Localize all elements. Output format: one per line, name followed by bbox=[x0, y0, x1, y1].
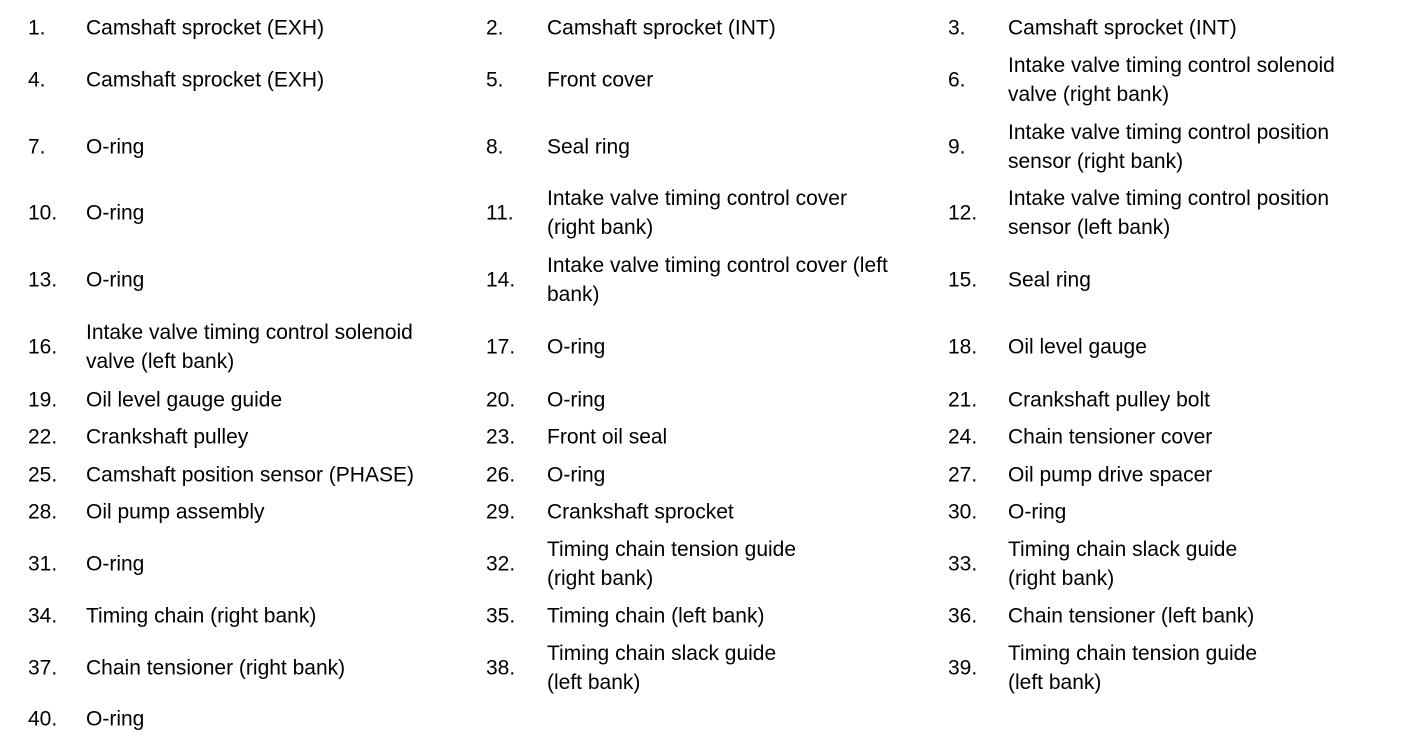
legend-item bbox=[28, 246, 478, 313]
legend-item bbox=[948, 493, 1404, 531]
legend-item bbox=[28, 531, 478, 597]
legend-item-number: 37. bbox=[28, 656, 58, 680]
legend-item-label: Timing chain (right bank) bbox=[86, 604, 317, 628]
legend-item-label: Chain tensioner (right bank) bbox=[86, 656, 346, 680]
legend-item-number: 36. bbox=[948, 604, 978, 628]
legend-row bbox=[0, 597, 1408, 635]
legend-item bbox=[486, 635, 940, 701]
legend-item-number: 2. bbox=[486, 16, 504, 40]
legend-row bbox=[0, 531, 1408, 597]
legend-item-label: O-ring bbox=[86, 268, 145, 291]
legend-item bbox=[28, 456, 478, 493]
legend-item-number: 7. bbox=[28, 135, 46, 159]
legend-item-label: Intake valve timing control solenoid valve (right bank) bbox=[1008, 54, 1335, 106]
legend-item-label: O-ring bbox=[86, 707, 145, 731]
legend-item bbox=[486, 531, 940, 597]
legend-item-number: 3. bbox=[948, 16, 966, 40]
legend-item-number: 28. bbox=[28, 500, 58, 524]
legend-item-label: Oil pump drive spacer bbox=[1008, 463, 1213, 486]
legend-item-label: Oil pump assembly bbox=[86, 500, 265, 524]
legend-item-number: 39. bbox=[948, 656, 978, 680]
legend-item bbox=[28, 493, 478, 531]
legend-item-label: O-ring bbox=[86, 552, 145, 576]
legend-item-number: 21. bbox=[948, 388, 978, 411]
legend-item bbox=[948, 180, 1404, 246]
legend-item-label: Front oil seal bbox=[547, 425, 668, 449]
legend-item bbox=[28, 114, 478, 180]
legend-item-number: 32. bbox=[486, 552, 516, 576]
legend-item-label: O-ring bbox=[547, 463, 606, 486]
legend-item-label: Timing chain tension guide (left bank) bbox=[1008, 642, 1258, 694]
legend-item-number: 6. bbox=[948, 68, 966, 92]
legend-item bbox=[486, 180, 940, 246]
legend-item bbox=[948, 635, 1404, 701]
legend-item-label: Camshaft sprocket (EXH) bbox=[86, 68, 325, 92]
legend-item-number: 30. bbox=[948, 500, 978, 524]
legend-item-number: 15. bbox=[948, 268, 978, 291]
legend-item-label: O-ring bbox=[86, 201, 145, 225]
legend-row bbox=[0, 10, 1408, 46]
legend-item-label: Crankshaft sprocket bbox=[547, 500, 734, 524]
legend-item-number: 23. bbox=[486, 425, 516, 449]
legend-item bbox=[486, 493, 940, 531]
legend-item-number: 40. bbox=[28, 707, 58, 731]
legend-item bbox=[28, 10, 478, 46]
legend-item-label: Front cover bbox=[547, 68, 654, 92]
legend-row bbox=[0, 46, 1408, 114]
legend-item bbox=[486, 246, 940, 313]
legend-item-label: O-ring bbox=[547, 335, 606, 359]
legend-item-number: 29. bbox=[486, 500, 516, 524]
legend-item-label: Intake valve timing control solenoid valve (left bank) bbox=[86, 321, 413, 373]
legend-item-number: 27. bbox=[948, 463, 978, 486]
legend-row bbox=[0, 456, 1408, 493]
legend-item bbox=[28, 46, 478, 114]
legend-item-label: Camshaft sprocket (EXH) bbox=[86, 16, 325, 40]
legend-item-label: Chain tensioner (left bank) bbox=[1008, 604, 1255, 628]
legend-item-label: Chain tensioner cover bbox=[1008, 425, 1213, 449]
legend-item bbox=[948, 246, 1404, 313]
legend-item-number: 11. bbox=[486, 201, 514, 225]
legend-item bbox=[948, 46, 1404, 114]
legend-item-number: 34. bbox=[28, 604, 58, 628]
legend-item-number: 33. bbox=[948, 552, 978, 576]
legend-row bbox=[0, 418, 1408, 456]
legend-item bbox=[28, 635, 478, 701]
legend-row bbox=[0, 493, 1408, 531]
legend-item-number: 4. bbox=[28, 68, 46, 92]
legend-item-label: Timing chain (left bank) bbox=[547, 604, 765, 628]
legend-item bbox=[948, 10, 1404, 46]
legend-item-number: 38. bbox=[486, 656, 516, 680]
legend-item-label: Camshaft sprocket (INT) bbox=[547, 16, 776, 40]
legend-item-number: 18. bbox=[948, 335, 978, 359]
legend-item-label: Timing chain slack guide (left bank) bbox=[547, 642, 777, 694]
legend-item-number: 8. bbox=[486, 135, 504, 159]
legend-item-label: Intake valve timing control cover (right bank) bbox=[547, 187, 847, 239]
legend-item-number: 35. bbox=[486, 604, 516, 628]
legend-item-number: 9. bbox=[948, 135, 966, 159]
legend-item-number: 31. bbox=[28, 552, 58, 576]
legend-item bbox=[486, 114, 940, 180]
legend-item-number: 20. bbox=[486, 388, 516, 411]
legend-item-number: 12. bbox=[948, 201, 978, 225]
legend-item-number: 22. bbox=[28, 425, 58, 449]
legend-row bbox=[0, 180, 1408, 246]
legend-item bbox=[948, 597, 1404, 635]
legend-item-label: Timing chain tension guide (right bank) bbox=[547, 538, 797, 590]
legend-item bbox=[948, 313, 1404, 381]
legend-item-label: O-ring bbox=[1008, 500, 1067, 524]
legend-item-label: Oil level gauge guide bbox=[86, 388, 283, 411]
legend-item bbox=[948, 381, 1404, 418]
legend-item-label: Crankshaft pulley bolt bbox=[1008, 388, 1210, 411]
legend-item-number: 26. bbox=[486, 463, 516, 486]
legend-item bbox=[486, 597, 940, 635]
legend-row bbox=[0, 381, 1408, 418]
legend-item bbox=[948, 418, 1404, 456]
legend-row bbox=[0, 114, 1408, 180]
legend-item-label: Intake valve timing control position sensor (right bank) bbox=[1008, 121, 1329, 173]
legend-item-label: Seal ring bbox=[1008, 268, 1091, 291]
legend-item-number: 10. bbox=[28, 201, 58, 225]
legend-item bbox=[28, 180, 478, 246]
legend-item-number: 17. bbox=[486, 335, 516, 359]
legend-row bbox=[0, 313, 1408, 381]
legend-item-number: 25. bbox=[28, 463, 58, 486]
legend-item-number: 14. bbox=[486, 268, 516, 291]
legend-item-label: Intake valve timing control cover (left bank) bbox=[547, 253, 888, 306]
legend-item bbox=[948, 531, 1404, 597]
legend-item-number: 1. bbox=[28, 16, 46, 40]
legend-row bbox=[0, 701, 1408, 737]
legend-item bbox=[948, 456, 1404, 493]
legend-row bbox=[0, 635, 1408, 701]
legend-item bbox=[486, 381, 940, 418]
legend-item bbox=[486, 10, 940, 46]
legend-item-label: Seal ring bbox=[547, 135, 630, 159]
legend-item bbox=[28, 597, 478, 635]
legend-item-label: O-ring bbox=[547, 388, 606, 411]
legend-item bbox=[486, 418, 940, 456]
legend-item-label: Camshaft sprocket (INT) bbox=[1008, 16, 1237, 40]
legend-item bbox=[486, 46, 940, 114]
legend-item bbox=[28, 701, 478, 737]
legend-item bbox=[948, 114, 1404, 180]
legend-item-label: Timing chain slack guide (right bank) bbox=[1008, 538, 1238, 590]
legend-item bbox=[28, 381, 478, 418]
legend-item-label: O-ring bbox=[86, 135, 145, 159]
legend-item bbox=[486, 456, 940, 493]
legend-item-number: 13. bbox=[28, 268, 58, 291]
legend-item-label: Camshaft position sensor (PHASE) bbox=[86, 463, 414, 486]
legend-row bbox=[0, 246, 1408, 313]
legend-item-label: Oil level gauge bbox=[1008, 335, 1147, 359]
legend-item-label: Crankshaft pulley bbox=[86, 425, 249, 449]
legend-item-label: Intake valve timing control position sensor (left bank) bbox=[1008, 187, 1329, 239]
legend-item bbox=[486, 313, 940, 381]
legend-item-number: 24. bbox=[948, 425, 978, 449]
legend-item bbox=[28, 313, 478, 381]
legend-item-number: 16. bbox=[28, 335, 58, 359]
legend-item-number: 19. bbox=[28, 388, 58, 411]
legend-item-number: 5. bbox=[486, 68, 504, 92]
legend-item bbox=[28, 418, 478, 456]
